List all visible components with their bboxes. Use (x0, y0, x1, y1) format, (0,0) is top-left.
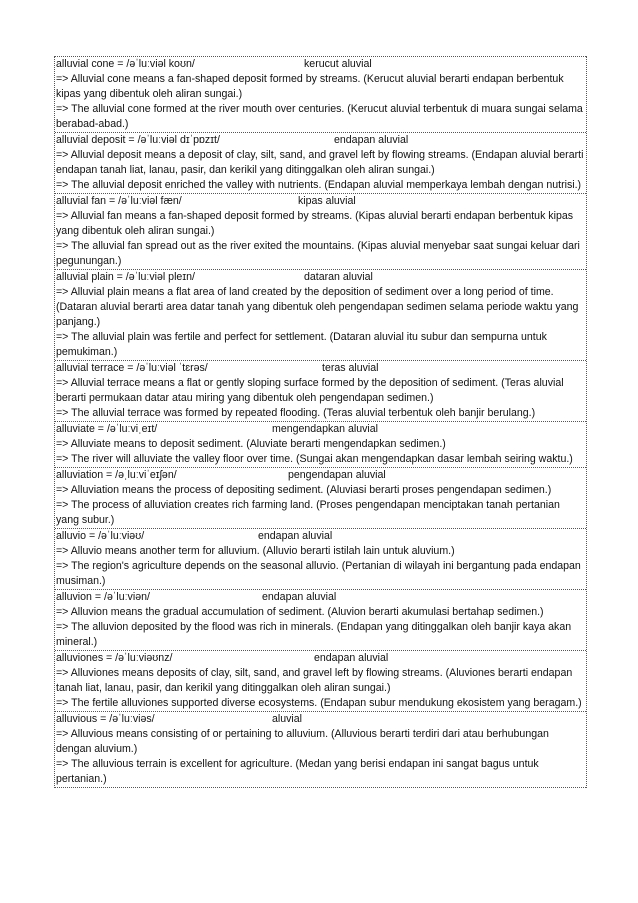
entry-heading (56, 422, 586, 437)
entry-alluvial-plain (55, 269, 586, 360)
entry-alluvial-cone (55, 56, 586, 132)
definition: => Alluvious means consisting of or pertaining to alluvium. (Alluvious berarti terdiri dari atau berhubungan dengan aluvium.) (56, 728, 549, 755)
example-sentence: => The alluvial cone formed at the river mouth over centuries. (Kerucut aluvial terbentuk di muara sungai selama berabad-abad.) (56, 103, 583, 130)
definition: => Alluvial cone means a fan-shaped deposit formed by streams. (Kerucut aluvial berarti endapan berbentuk kipas yang dibentuk oleh aliran sungai.) (56, 73, 564, 100)
translation: kerucut aluvial (304, 58, 372, 70)
translation: kipas aluvial (298, 195, 356, 207)
translation: dataran aluvial (304, 271, 373, 283)
example-sentence: => The alluvial fan spread out as the river exited the mountains. (Kipas aluvial menyebar saat sungai keluar dari pegunungan.) (56, 240, 580, 267)
entry-alluvial-fan (55, 193, 586, 269)
entry-heading (56, 133, 586, 148)
headword: alluviones = /əˈluːviəʊnz/ (56, 652, 173, 664)
translation: endapan aluvial (334, 134, 409, 146)
headword: alluvial cone = /əˈluːviəl koʊn/ (56, 58, 195, 70)
example-sentence: => The alluvial deposit enriched the valley with nutrients. (Endapan aluvial memperkaya lembah dengan nutrisi.) (56, 179, 582, 191)
entry-alluviate (55, 421, 586, 467)
headword: alluvial terrace = /əˈluːviəl ˈtɛrəs/ (56, 362, 208, 374)
entry-heading (56, 712, 586, 727)
definition: => Alluvial deposit means a deposit of clay, silt, sand, and gravel left by flowing streams. (Endapan aluvial berarti endapan tanah liat, lanau, pasir, dan kerikil yang ditinggalkan oleh aliran sungai.) (56, 149, 584, 176)
translation: teras aluvial (322, 362, 379, 374)
example-sentence: => The river will alluviate the valley floor over time. (Sungai akan mengendapkan dasar lembah seiring waktu.) (56, 453, 573, 465)
dictionary-table (54, 56, 587, 788)
headword: alluviate = /əˈluːviˌeɪt/ (56, 423, 158, 435)
definition: => Alluviones means deposits of clay, silt, sand, and gravel left by flowing streams. (Aluviones berarti endapan tanah liat, lanau, pasir, dan kerikil yang ditinggalkan oleh aliran sungai.) (56, 667, 573, 694)
entry-heading (56, 57, 586, 72)
translation: endapan aluvial (314, 652, 389, 664)
entry-heading (56, 361, 586, 376)
translation: endapan aluvial (262, 591, 337, 603)
headword: alluvion = /əˈluːviən/ (56, 591, 150, 603)
entry-alluvial-terrace (55, 360, 586, 421)
example-sentence: => The alluvious terrain is excellent for agriculture. (Medan yang berisi endapan ini sangat bagus untuk pertanian.) (56, 758, 539, 785)
entry-heading (56, 529, 586, 544)
entry-heading (56, 590, 586, 605)
definition: => Alluvial terrace means a flat or gently sloping surface formed by the deposition of sediment. (Teras aluvial berarti permukaan datar atau miring yang dibentuk oleh pengendapan sedimen.) (56, 377, 564, 404)
entry-heading (56, 651, 586, 666)
translation: mengendapkan aluvial (272, 423, 379, 435)
example-sentence: => The alluvial terrace was formed by repeated flooding. (Teras aluvial terbentuk oleh banjir berulang.) (56, 407, 536, 419)
entry-alluvion (55, 589, 586, 650)
entry-heading (56, 270, 586, 285)
definition: => Alluviation means the process of depositing sediment. (Aluviasi berarti proses pengendapan sedimen.) (56, 484, 552, 496)
headword: alluvial plain = /əˈluːviəl pleɪn/ (56, 271, 195, 283)
entry-alluvious (55, 711, 586, 788)
definition: => Alluviate means to deposit sediment. (Aluviate berarti mengendapkan sedimen.) (56, 438, 446, 450)
definition: => Alluvion means the gradual accumulation of sediment. (Aluvion berarti akumulasi bertahap sedimen.) (56, 606, 544, 618)
headword: alluviation = /əˌluːviˈeɪʃən/ (56, 469, 177, 481)
translation: aluvial (272, 713, 303, 725)
headword: alluvial fan = /əˈluːviəl fæn/ (56, 195, 182, 207)
entry-alluvio (55, 528, 586, 589)
definition: => Alluvio means another term for alluvium. (Alluvio berarti istilah lain untuk aluvium.) (56, 545, 455, 557)
translation: pengendapan aluvial (288, 469, 386, 481)
example-sentence: => The process of alluviation creates rich farming land. (Proses pengendapan menciptakan tanah pertanian yang subur.) (56, 499, 560, 526)
entry-alluvial-deposit (55, 132, 586, 193)
example-sentence: => The region's agriculture depends on the seasonal alluvio. (Pertanian di wilayah ini bergantung pada endapan musiman.) (56, 560, 581, 587)
entry-heading (56, 194, 586, 209)
example-sentence: => The alluvial plain was fertile and perfect for settlement. (Dataran aluvial itu subur dan sempurna untuk pemukiman.) (56, 331, 547, 358)
headword: alluvio = /əˈluːviəʊ/ (56, 530, 145, 542)
entry-alluviation (55, 467, 586, 528)
entry-alluviones (55, 650, 586, 711)
entry-heading (56, 468, 586, 483)
headword: alluvious = /əˈluːviəs/ (56, 713, 155, 725)
translation: endapan aluvial (258, 530, 333, 542)
definition: => Alluvial plain means a flat area of land created by the deposition of sediment over a long period of time. (Dataran aluvial berarti area datar tanah yang dibentuk oleh pengendapan sedimen selama periode waktu yang panjang.) (56, 286, 579, 328)
example-sentence: => The fertile alluviones supported diverse ecosystems. (Endapan subur mendukung ekosistem yang beragam.) (56, 697, 582, 709)
example-sentence: => The alluvion deposited by the flood was rich in minerals. (Endapan yang ditinggalkan oleh banjir kaya akan mineral.) (56, 621, 572, 648)
definition: => Alluvial fan means a fan-shaped deposit formed by streams. (Kipas aluvial berarti endapan berbentuk kipas yang dibentuk oleh aliran sungai.) (56, 210, 574, 237)
headword: alluvial deposit = /əˈluːviəl dɪˈpɒzɪt/ (56, 134, 220, 146)
